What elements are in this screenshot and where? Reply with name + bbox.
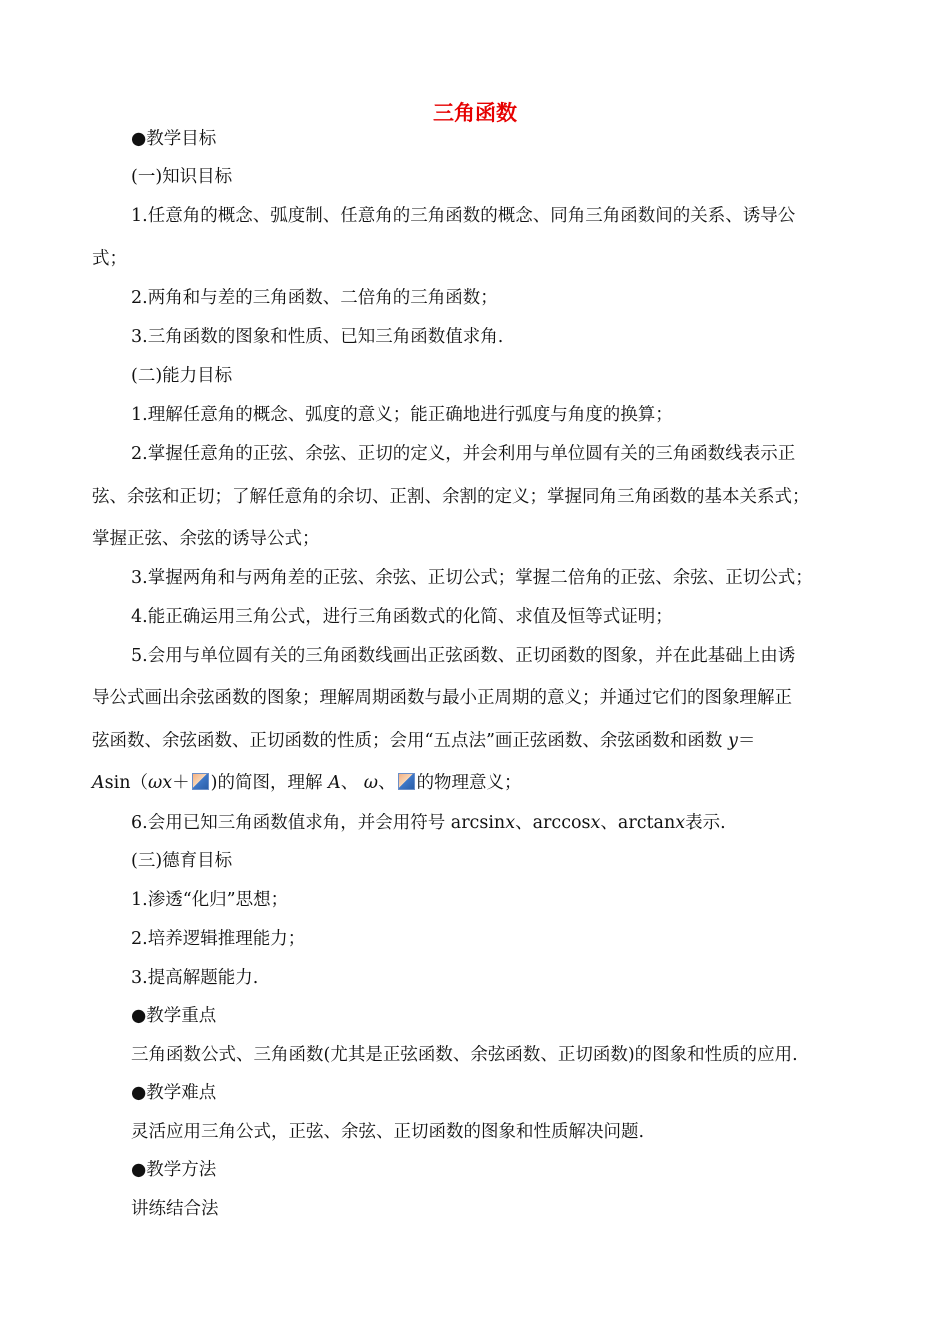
objectives-heading: ●教学目标 bbox=[131, 129, 217, 149]
phi-image-icon bbox=[192, 773, 209, 790]
knowledge-item-2: 2.两角和与差的三角函数、二倍角的三角函数； bbox=[131, 288, 498, 308]
knowledge-heading: (一)知识目标 bbox=[131, 167, 233, 187]
knowledge-item-1-line-2: 式； bbox=[92, 249, 127, 269]
ability-item-6 bbox=[131, 811, 726, 835]
ability-item-2-line-2: 弦、余弦和正切；了解任意角的余切、正割、余割的定义；掌握同角三角函数的基本关系式； bbox=[92, 487, 810, 507]
ability-heading: (二)能力目标 bbox=[131, 366, 233, 386]
ability-item-3: 3.掌握两角和与两角差的正弦、余弦、正切公式；掌握二倍角的正弦、余弦、正切公式； bbox=[131, 568, 813, 588]
difficulty-text: 灵活应用三角公式，正弦、余弦、正切函数的图象和性质解决问题. bbox=[131, 1122, 645, 1142]
ability-item-1: 1.理解任意角的概念、弧度的意义；能正确地进行弧度与角度的换算； bbox=[131, 405, 673, 425]
ability-item-6-mid2: 、arctan bbox=[600, 813, 676, 833]
key-points-text: 三角函数公式、三角函数(尤其是正弦函数、余弦函数、正切函数)的图象和性质的应用. bbox=[131, 1045, 798, 1065]
formula-omega: ω bbox=[148, 773, 163, 793]
ability-item-2-line-3: 掌握正弦、余弦的诱导公式； bbox=[92, 529, 320, 549]
ability-item-5-line-4 bbox=[92, 771, 522, 795]
formula-sin: sin（ bbox=[104, 773, 148, 793]
ability-item-6-mid1: 、arccos bbox=[515, 813, 591, 833]
moral-heading: (三)德育目标 bbox=[131, 851, 233, 871]
formula-x: x bbox=[162, 773, 173, 793]
phi-image-icon-2 bbox=[398, 773, 415, 790]
ability-item-6-end: 表示. bbox=[685, 813, 726, 833]
document-title: 三角函数 bbox=[433, 101, 517, 125]
formula-A-2: A bbox=[328, 773, 341, 793]
ability-item-5-line-3-text: 弦函数、余弦函数、正切函数的性质；会用“五点法”画正弦函数、余弦函数和函数 bbox=[92, 731, 723, 751]
ability-item-4: 4.能正确运用三角公式，进行三角函数式的化简、求值及恒等式证明； bbox=[131, 607, 673, 627]
method-text: 讲练结合法 bbox=[131, 1199, 219, 1219]
moral-item-3: 3.提高解题能力. bbox=[131, 968, 259, 988]
formula-end-text: 的物理意义； bbox=[416, 773, 522, 793]
ability-item-2-line-1: 2.掌握任意角的正弦、余弦、正切的定义，并会利用与单位圆有关的三角函数线表示正 bbox=[131, 444, 796, 464]
ability-item-6-x3: x bbox=[675, 813, 686, 833]
ability-item-6-pre: 6.会用已知三角函数值求角，并会用符号 arcsin bbox=[131, 813, 506, 833]
formula-omega-2: ω bbox=[363, 773, 379, 793]
ability-item-6-x2: x bbox=[590, 813, 601, 833]
moral-item-2: 2.培养逻辑推理能力； bbox=[131, 929, 306, 949]
formula-mid-text: )的简图，理解 bbox=[210, 773, 323, 793]
method-heading: ●教学方法 bbox=[131, 1160, 217, 1180]
ability-item-5-line-1: 5.会用与单位圆有关的三角函数线画出正弦函数、正切函数的图象，并在此基础上由诱 bbox=[131, 646, 796, 666]
formula-var-y: y bbox=[727, 731, 738, 751]
formula-sep-2: 、 bbox=[378, 773, 396, 793]
formula-sep: 、 bbox=[340, 773, 359, 793]
ability-item-6-x1: x bbox=[505, 813, 516, 833]
knowledge-item-1-line-1: 1.任意角的概念、弧度制、任意角的三角函数的概念、同角三角函数间的关系、诱导公 bbox=[131, 206, 796, 226]
formula-plus: ＋ bbox=[172, 773, 190, 793]
formula-equals: ＝ bbox=[737, 731, 756, 751]
key-points-heading: ●教学重点 bbox=[131, 1006, 217, 1026]
formula-A: A bbox=[92, 773, 105, 793]
moral-item-1: 1.渗透“化归”思想； bbox=[131, 890, 289, 910]
ability-item-5-line-3 bbox=[92, 729, 755, 753]
knowledge-item-3: 3.三角函数的图象和性质、已知三角函数值求角. bbox=[131, 327, 504, 347]
ability-item-5-line-2: 导公式画出余弦函数的图象；理解周期函数与最小正周期的意义；并通过它们的图象理解正 bbox=[92, 688, 792, 708]
difficulty-heading: ●教学难点 bbox=[131, 1083, 217, 1103]
